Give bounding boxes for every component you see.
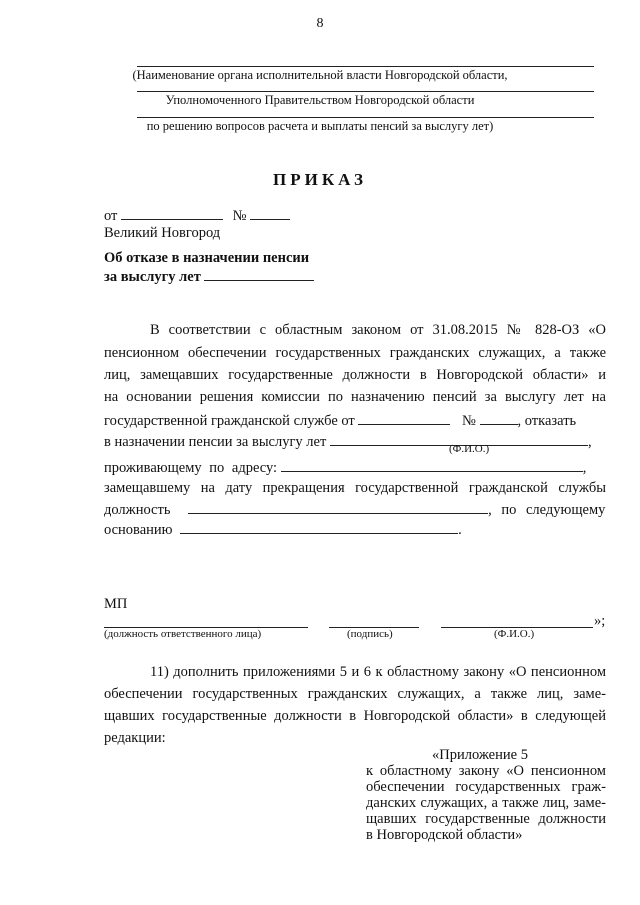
appendix-line-2: к областному закону «О пенсионном [366, 763, 606, 779]
header-rule-1 [137, 66, 594, 67]
appendix-line-6: в Новгородской области» [366, 827, 523, 843]
amendment-line-1: 11) дополнить приложениями 5 и 6 к областному закону «О пенсионном [150, 664, 606, 680]
decision-date-blank[interactable] [358, 411, 450, 425]
fio-caption: (Ф.И.О.) [449, 443, 490, 455]
from-label: от [104, 208, 118, 224]
body-line-1: В соответствии с областным законом от 31.08.2015 № 828-ОЗ «О [150, 322, 606, 338]
position-blank[interactable] [188, 500, 488, 514]
body-line-7: проживающему по адресу: , [104, 460, 587, 476]
reason-blank[interactable] [180, 520, 458, 534]
subject-line-2: за выслугу лет [104, 267, 314, 286]
date-blank[interactable] [121, 206, 223, 220]
decision-number-blank[interactable] [480, 411, 518, 425]
subject-blank[interactable] [204, 267, 314, 281]
header-line-1: (Наименование органа исполнительной власти Новгородской области, [132, 68, 508, 82]
body-line-6: в назначении пенсии за выслугу лет , [104, 434, 592, 450]
caption-position: (должность ответственного лица) [104, 628, 262, 640]
stamp-label: МП [104, 596, 128, 612]
page-number: 8 [316, 16, 324, 31]
amendment-line-2: обеспечении государственных гражданских служащих, а также лиц, заме- [104, 686, 606, 702]
body-line-9: должность , по следующему [104, 502, 606, 518]
signature-end-mark: »; [594, 613, 606, 629]
appendix-line-3: обеспечении государственных граж- [366, 779, 606, 795]
appendix-line-4: данских служащих, а также лиц, заме- [366, 795, 606, 811]
header-rule-3 [137, 117, 594, 118]
address-blank[interactable] [281, 458, 583, 472]
caption-signature: (подпись) [347, 628, 393, 640]
header-rule-2 [137, 91, 594, 92]
body-line-2: пенсионном обеспечении государственных гражданских служащих, а также [104, 345, 606, 361]
body-line-5: государственной гражданской службе от № , отказать [104, 413, 577, 429]
body-line-8: замещавшему на дату прекращения государственной гражданской службы [104, 480, 606, 496]
city: Великий Новгород [104, 225, 221, 241]
body-line-3: лиц, замещавших государственные должности в Новгородской области» и [104, 367, 606, 383]
amendment-line-3: щавших государственные должности в Новгородской области» в следующей [104, 708, 606, 724]
caption-fio: (Ф.И.О.) [494, 628, 535, 640]
subject-line-1: Об отказе в назначении пенсии [104, 250, 310, 266]
number-label: № [232, 208, 247, 224]
order-date-number [104, 206, 290, 225]
amendment-line-4: редакции: [104, 730, 166, 746]
document-title: ПРИКАЗ [273, 170, 367, 189]
header-line-2: Уполномоченного Правительством Новгородской области [165, 93, 475, 107]
appendix-line-5: щавших государственные должности [366, 811, 606, 827]
body-line-10: основанию . [104, 522, 462, 538]
number-blank[interactable] [250, 206, 290, 220]
appendix-line-1: «Приложение 5 [432, 747, 528, 763]
header-line-3: по решению вопросов расчета и выплаты пенсий за выслугу лет) [146, 119, 494, 133]
body-line-4: на основании решения комиссии по назначению пенсий за выслугу лет на [104, 389, 606, 405]
